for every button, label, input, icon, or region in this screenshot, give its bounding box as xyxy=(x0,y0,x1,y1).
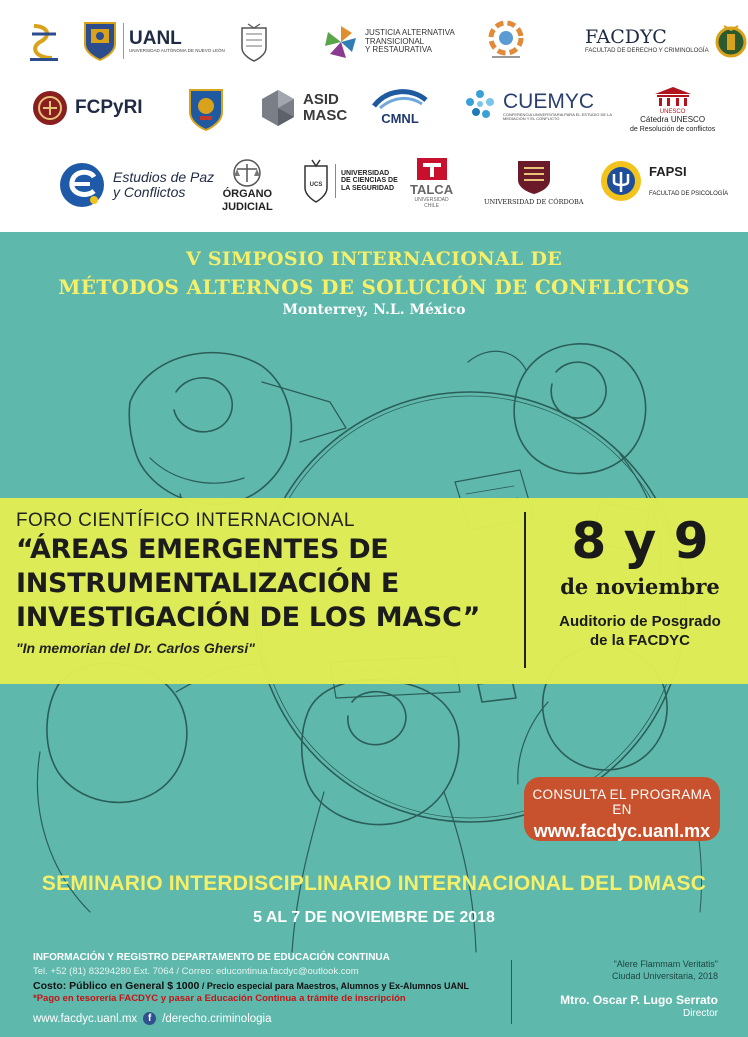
footer-links xyxy=(33,1012,272,1025)
estudios-line-1: Estudios de Paz xyxy=(113,169,215,186)
seminar-dates: 5 AL 7 DE NOVIEMBRE DE 2018 xyxy=(253,909,495,926)
uanl-wordmark: UANL xyxy=(129,27,182,49)
fapsi-subtitle: FACULTAD DE PSICOLOGÍA xyxy=(649,190,729,197)
universidad-emblem-icon xyxy=(26,20,62,64)
cuemyc-logo xyxy=(462,88,633,124)
signer-role: Director xyxy=(682,1008,718,1019)
fapsi-logo xyxy=(598,158,728,204)
talca-country: CHILE xyxy=(424,202,439,209)
venue-line-2: de la FACDYC xyxy=(589,632,691,649)
ucs-logo xyxy=(302,158,398,204)
estudios-line-2: y Conflictos xyxy=(113,184,186,200)
uanl-logo xyxy=(82,20,225,62)
memoriam-line: "In memorian del Dr. Carlos Ghersi" xyxy=(16,640,255,656)
fcpyri-wordmark: FCPyRI xyxy=(75,97,143,119)
sponsor-logos xyxy=(0,0,748,232)
shield-logo xyxy=(186,86,226,132)
organo-line-1: ÓRGANO xyxy=(222,188,273,200)
organo-judicial-logo xyxy=(222,158,273,213)
justicia-pinwheel-icon xyxy=(322,24,360,60)
forum-title-line-3: INVESTIGACIÓN DE LOS MASC” xyxy=(16,602,481,633)
fapsi-wordmark: FAPSI xyxy=(649,164,687,180)
unesco-label: UNESCO xyxy=(659,109,686,115)
signer-name: Mtro. Oscar P. Lugo Serrato xyxy=(560,993,718,1007)
forum-month: de noviembre xyxy=(560,574,720,599)
symposium-title-line-1: V SIMPOSIO INTERNACIONAL DE xyxy=(185,248,563,270)
cuemyc-subtitle: CONFERENCIA UNIVERSITARIA PARA EL ESTUDIO DE LA MEDIACIÓN Y EL CONFLICTO xyxy=(503,111,612,122)
program-cta[interactable] xyxy=(524,777,720,841)
facebook-icon[interactable]: f xyxy=(143,1012,156,1025)
facdyc-logo xyxy=(585,22,748,60)
band-divider xyxy=(524,512,526,668)
venue-line-1: Auditorio de Posgrado xyxy=(559,613,721,630)
seal-logo xyxy=(236,22,272,64)
facdyc-crest-icon xyxy=(714,22,748,60)
cmnl-wordmark: CMNL xyxy=(381,111,419,126)
dots-pattern-icon xyxy=(462,88,498,124)
uanl-subtitle: UNIVERSIDAD AUTÓNOMA DE NUEVO LEÓN xyxy=(129,47,225,53)
talca-logo xyxy=(410,156,453,209)
unesco-temple-icon xyxy=(653,86,693,108)
forum-days: 8 y 9 xyxy=(571,512,709,570)
catedra-unesco-logo xyxy=(630,86,715,133)
cost-special: / Precio especial para Maestros, Alumnos y Ex-Alumnos UANL xyxy=(199,981,470,991)
fapsi-seal-icon xyxy=(598,158,644,204)
organo-line-2: JUDICIAL xyxy=(222,200,273,213)
facdyc-wordmark: FACDYC xyxy=(585,25,667,48)
uanl-shield-icon xyxy=(82,20,118,62)
motto: "Alere Flammam Veritatis" xyxy=(613,959,718,969)
cost-line xyxy=(33,980,469,992)
universidad-logo xyxy=(26,20,62,64)
hands-circle-icon xyxy=(482,18,530,62)
scales-icon xyxy=(224,158,270,188)
hexagon-icon xyxy=(258,88,298,128)
fcpyri-logo xyxy=(30,88,143,128)
shield-emblem-icon xyxy=(186,86,226,132)
talca-wordmark: TALCA xyxy=(410,182,454,197)
ucs-line-3: LA SEGURIDAD xyxy=(341,184,395,192)
ucs-line-2: DE CIENCIAS DE xyxy=(341,177,398,185)
poster-body xyxy=(0,232,748,1037)
justicia-line-2: TRANSICIONAL xyxy=(365,36,425,46)
footer-website-link[interactable]: www.facdyc.uanl.mx xyxy=(33,1012,138,1025)
masc-wordmark: MASC xyxy=(303,107,348,124)
ucs-mark: UCS xyxy=(309,182,323,188)
footer-divider xyxy=(511,960,512,1024)
estudios-e-icon xyxy=(56,160,108,210)
fcpyri-seal-icon xyxy=(30,88,70,128)
cordoba-shield-icon xyxy=(514,158,554,196)
place-year: Ciudad Universitaria, 2018 xyxy=(611,971,718,981)
forum-title-line-2: INSTRUMENTALIZACIÓN E xyxy=(16,568,400,599)
ucs-shield-icon xyxy=(302,158,330,204)
cordoba-wordmark: UNIVERSIDAD DE CÓRDOBA xyxy=(484,198,584,206)
asid-wordmark: ASID xyxy=(303,91,339,109)
justicia-line-3: Y RESTAURATIVA xyxy=(365,45,432,55)
cuemyc-wordmark: CUEMYC xyxy=(503,89,595,113)
seminar-title: SEMINARIO INTERDISCIPLINARIO INTERNACIONAL DEL DMASC xyxy=(41,872,707,895)
talca-subtitle: UNIVERSIDAD xyxy=(414,196,449,203)
cordoba-logo xyxy=(484,158,584,206)
registration-heading: INFORMACIÓN Y REGISTRO DEPARTAMENTO DE EDUCACIÓN CONTINUA xyxy=(33,952,390,963)
forum-kicker: FORO CIENTÍFICO INTERNACIONAL xyxy=(16,510,355,531)
symposium-title-line-2: MÉTODOS ALTERNOS DE SOLUCIÓN DE CONFLICTOS xyxy=(58,275,690,299)
estudios-paz-logo xyxy=(56,160,214,210)
forum-title-line-1: “ÁREAS EMERGENTES DE xyxy=(16,534,389,565)
facebook-handle-link[interactable]: /derecho.criminologia xyxy=(162,1012,272,1025)
justicia-logo xyxy=(322,24,455,60)
contact-line: Tel. +52 (81) 83294280 Ext. 7064 / Correo: educontinua.facdyc@outlook.com xyxy=(33,966,359,977)
hands-logo xyxy=(482,18,530,62)
program-cta-url[interactable]: www.facdyc.uanl.mx xyxy=(533,821,711,841)
forum-band xyxy=(0,498,748,684)
asid-masc-logo xyxy=(258,88,347,128)
talca-t-icon xyxy=(415,156,449,182)
cmnl-swoosh-icon xyxy=(370,86,430,112)
cost-main: Costo: Público en General $ 1000 xyxy=(33,980,200,992)
program-cta-label: CONSULTA EL PROGRAMA EN xyxy=(532,787,712,817)
cmnl-logo xyxy=(370,86,430,126)
coat-of-arms-icon xyxy=(236,22,272,64)
catedra-line-2: de Resolución de conflictos xyxy=(630,125,716,133)
justicia-line-1: JUSTICIA ALTERNATIVA xyxy=(365,28,455,38)
symposium-location: Monterrey, N.L. México xyxy=(282,302,466,318)
payment-note: *Pago en tesorería FACDYC y pasar a Educación Continua a trámite de inscripción xyxy=(33,993,406,1004)
ucs-line-1: UNIVERSIDAD xyxy=(341,169,390,177)
catedra-line-1: Cátedra UNESCO xyxy=(640,115,706,125)
facdyc-subtitle: FACULTAD DE DERECHO Y CRIMINOLOGÍA xyxy=(585,47,709,54)
